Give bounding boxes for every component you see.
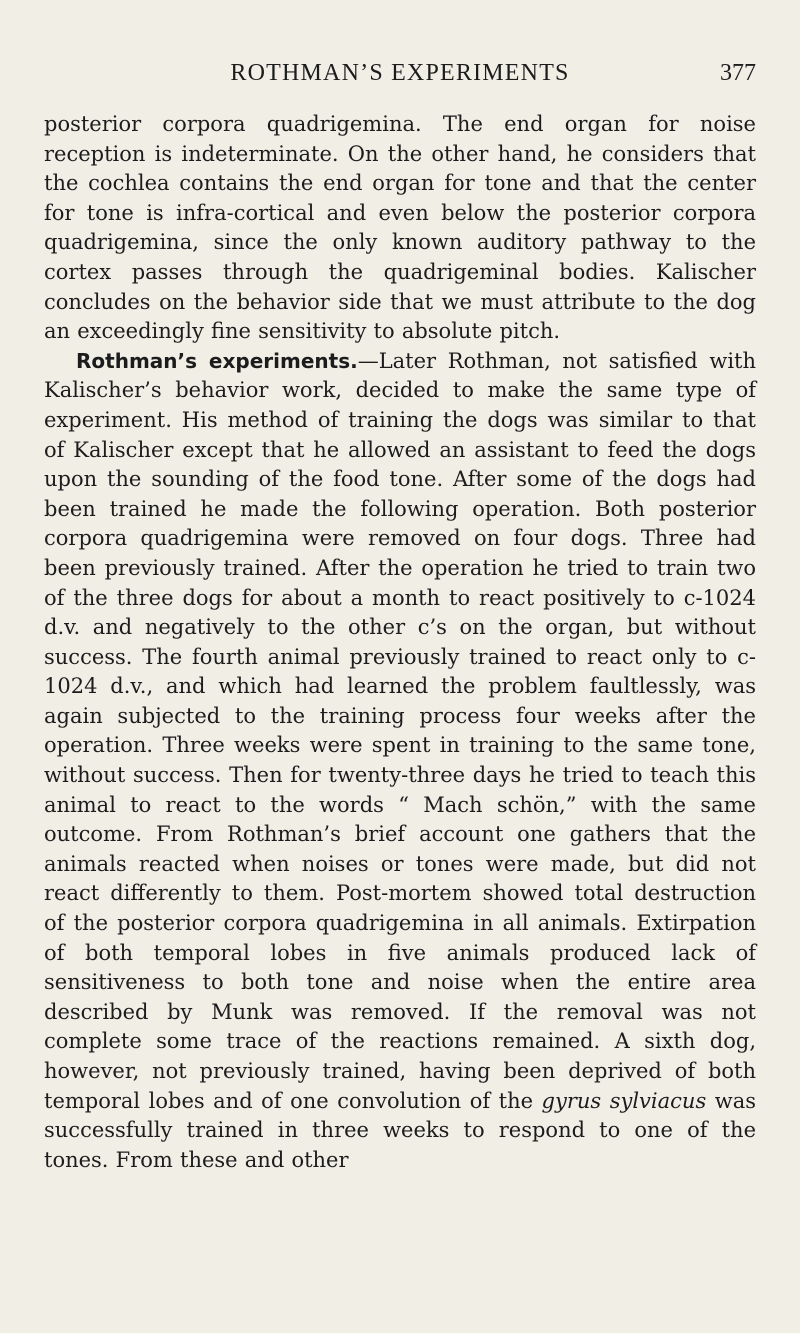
paragraph-2-text-b: was successfully trained in three weeks to respond to one of the tones. From these and other [44,1088,757,1172]
italic-term: gyrus sylviacus [541,1088,707,1113]
paragraph-2 [44,347,756,1176]
section-run-in-heading: Rothman’s experiments. [76,348,358,373]
page-header [44,58,756,92]
running-head: ROTHMAN’S EXPERIMENTS [230,60,570,86]
paragraph-1-text: posterior corpora quadrigemina. The end organ for noise reception is indeterminate. On the other hand, he considers that the cochlea contains the end organ for tone and that the center for tone is infra-cortical and even below the posterior corpora quadrigemina, since the only known auditory pathway to the cortex passes through the quadrigeminal bodies. Kalischer concludes on the behavior side that we must attribute to the dog an exceedingly fine sensitivity to absolute pitch. [44,112,756,344]
paragraph-1 [44,110,756,347]
paragraph-2-text-a: —Later Rothman, not satisfied with Kalischer’s behavior work, decided to make the same type of experiment. His method of training the dogs was similar to that of Kalischer except that he allowed an assistant to feed the dogs upon the sounding of the food tone. After some of the dogs had been trained he made the following operation. Both posterior corpora quadrigemina were removed on four dogs. Three had been previously trained. After the operation he tried to train two of the three dogs for about a month to react positively to c-1024 d.v. and negatively to the other c’s on the organ, but without success. The fourth animal previously trained to react only to c-1024 d.v., and which had learned the problem faultlessly, was again subjected to the training process four weeks after the operation. Three weeks were spent in training to the same tone, without success. Then for twenty-three days he tried to teach this animal to react to the words “ Mach schön,” with the same outcome. From Rothman’s brief account one gathers that the animals reacted when noises or tones were made, but did not react differently to them. Post-mortem showed total destruction of the posterior corpora quadrigemina in all animals. Extirpation of both temporal lobes in five animals produced lack of sensitiveness to both tone and noise when the entire area described by Munk was removed. If the removal was not complete some trace of the reactions remained. A sixth dog, however, not previously trained, having been deprived of both temporal lobes and of one convolution of the [44,348,756,1113]
body-text [44,110,756,1175]
book-page [44,58,756,1175]
page-number: 377 [720,60,756,86]
